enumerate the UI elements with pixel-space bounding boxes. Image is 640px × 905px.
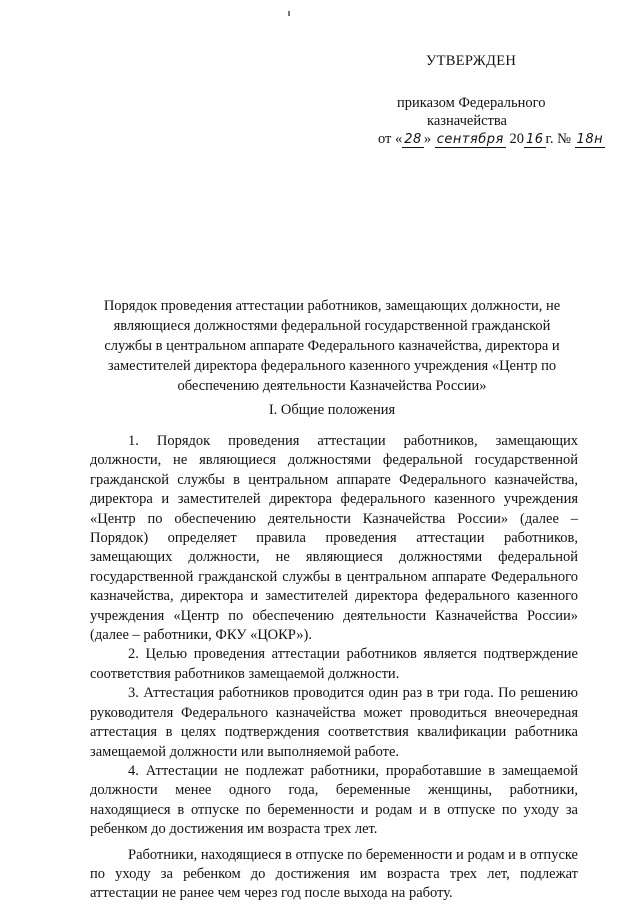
- paragraph-4: 4. Аттестации не подлежат работники, проработавшие в замещаемой должности менее одного года, беременные женщины, работники, находящиеся в отпуске по беременности и родам и в отпуске по уходу за ребенком до достижения им возраста трех лет.: [90, 762, 578, 838]
- document-body: [90, 432, 578, 904]
- paragraph-3: 3. Аттестация работников проводится один раз в три года. По решению руководителя Федерального казначейства может проводиться внеочередная аттестация в целях подтверждения соответствия квалификации работника замещаемой должности или выполняемой работе.: [90, 685, 578, 760]
- date-year: 16: [525, 132, 544, 147]
- paragraph-5: Работники, находящиеся в отпуске по беременности и родам и в отпуске по уходу за ребенком до достижения им возраста трех лет, подлежат аттестации не ранее чем через год после выхода на работу.: [90, 846, 578, 902]
- document-title: Порядок проведения аттестации работников, замещающих должности, не являющиеся должностями федеральной государственной гражданской службы в центральном аппарате Федерального казначейства, директора и заместителей директора федерального казенного учреждения «Центр по обеспечению деятельности Казначейства России»: [103, 298, 561, 394]
- date-prefix: от «: [378, 131, 403, 147]
- section-heading: I. Общие положения: [268, 402, 396, 418]
- paragraph-2: 2. Целью проведения аттестации работников является подтверждение соответствия работников замещаемой должности.: [90, 646, 578, 682]
- approved-label: УТВЕРЖДЕН: [426, 53, 517, 69]
- paragraph-1: 1. Порядок проведения аттестации работников, замещающих должности, не являющиеся должностями федеральной государственной гражданской службы в центральном аппарате Федерального казначейства, директора и заместителей директора федерального казенного учреждения «Центр по обеспечению деятельности Казначейства России» (далее – Порядок) определяет правила проведения аттестации работников, замещающих должности, не являющиеся должностями федеральной государственной гражданской службы в центральном аппарате Федерального казначейства, директора и заместителей директора федерального казенного учреждения «Центр по обеспечению деятельности Казначейства России» (далее – работники, ФКУ «ЦОКР»).: [90, 433, 578, 644]
- date-year-suffix: г. №: [545, 131, 571, 147]
- date-month: сентября: [436, 132, 504, 147]
- order-number: 18н: [576, 132, 604, 147]
- order-line-1: приказом Федерального: [397, 95, 546, 111]
- order-line-2: казначейства: [427, 113, 507, 129]
- scan-mark: [288, 11, 290, 16]
- date-year-prefix: 20: [509, 131, 524, 147]
- date-mid: »: [423, 131, 432, 147]
- date-day: 28: [404, 132, 422, 147]
- order-date-line: [378, 130, 605, 149]
